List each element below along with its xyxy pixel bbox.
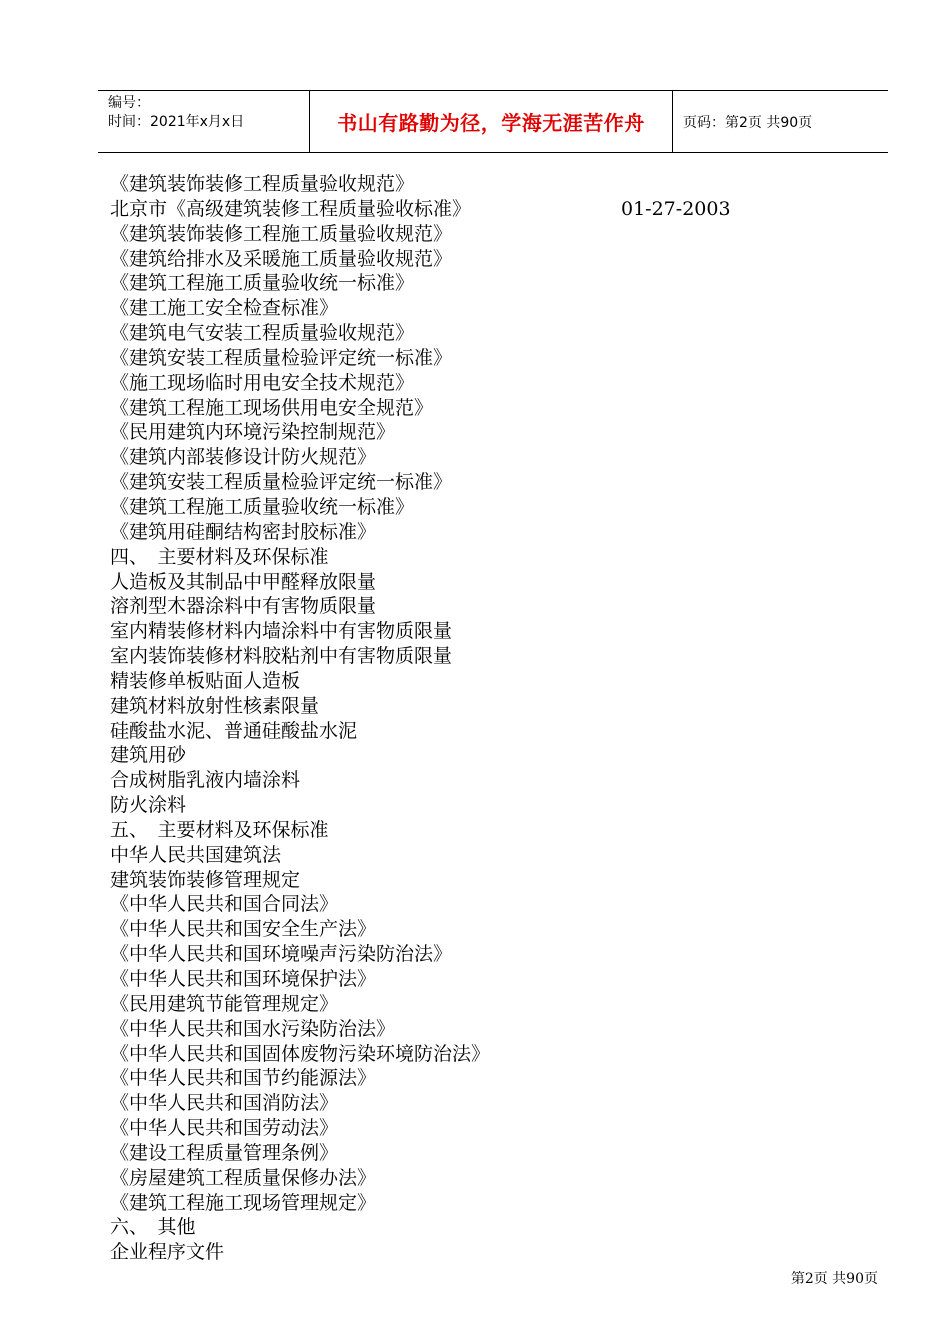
line-text: 《中华人民共和国环境噪声污染防治法》 [110, 943, 453, 966]
document-time: 时间：2021年x月x日 [108, 114, 245, 130]
line-text: 《建筑工程施工现场供用电安全规范》 [110, 396, 434, 419]
document-line [110, 470, 850, 495]
line-text: 《房屋建筑工程质量保修办法》 [110, 1166, 377, 1189]
line-text: 《建筑装饰装修工程质量验收规范》 [110, 173, 415, 195]
document-line [110, 743, 850, 768]
document-line [110, 321, 850, 346]
line-text: 硅酸盐水泥、普通硅酸盐水泥 [110, 719, 358, 742]
line-text: 《中华人民共和国水污染防治法》 [110, 1017, 396, 1040]
line-text: 《建筑装饰装修工程施工质量验收规范》 [110, 222, 453, 245]
document-line [110, 1017, 850, 1042]
document-line [110, 818, 850, 843]
document-line [110, 1215, 850, 1240]
document-line [110, 545, 850, 570]
document-line [110, 570, 850, 595]
line-text: 《中华人民共和国固体废物污染环境防治法》 [110, 1042, 491, 1065]
line-text: 《建筑内部装修设计防火规范》 [110, 446, 377, 469]
document-line [110, 992, 850, 1017]
document-line [110, 1191, 850, 1216]
document-line [110, 768, 850, 793]
document-line [110, 619, 850, 644]
document-line [110, 222, 850, 247]
line-text: 《中华人民共和国节约能源法》 [110, 1067, 377, 1090]
document-line [110, 197, 850, 222]
line-text: 《建筑安装工程质量检验评定统一标准》 [110, 346, 453, 369]
document-line [110, 520, 850, 545]
line-text: 《民用建筑内环境污染控制规范》 [110, 421, 396, 444]
document-line [110, 694, 850, 719]
document-line [110, 917, 850, 942]
document-line [110, 644, 850, 669]
line-text: 《建筑工程施工质量验收统一标准》 [110, 495, 415, 518]
line-text: 《建筑用硅酮结构密封胶标准》 [110, 520, 377, 543]
document-line [110, 445, 850, 470]
line-text: 合成树脂乳液内墙涂料 [110, 769, 301, 792]
document-line [110, 271, 850, 296]
line-text: 北京市《高级建筑装修工程质量验收标准》 [110, 197, 472, 220]
line-text: 六、 其他 [110, 1216, 196, 1239]
line-text: 《民用建筑节能管理规定》 [110, 992, 339, 1015]
line-text: 《施工现场临时用电安全技术规范》 [110, 371, 415, 394]
line-text: 《建筑工程施工现场管理规定》 [110, 1191, 377, 1214]
header-motto: 书山有路勤为径，学海无涯苦作舟 [337, 111, 645, 135]
line-text: 中华人民共国建筑法 [110, 843, 282, 866]
line-text: 建筑用砂 [110, 744, 187, 767]
document-line [110, 594, 850, 619]
line-text: 建筑装饰装修管理规定 [110, 868, 301, 891]
document-line [110, 942, 850, 967]
line-text: 《中华人民共和国合同法》 [110, 893, 339, 916]
page-footer: 第2页 共90页 [790, 1271, 878, 1287]
document-line [110, 1042, 850, 1067]
document-line [110, 1166, 850, 1191]
document-line [110, 1141, 850, 1166]
document-line [110, 296, 850, 321]
line-text: 五、 主要材料及环保标准 [110, 818, 329, 841]
document-line [110, 346, 850, 371]
document-line [110, 1240, 850, 1265]
document-line [110, 371, 850, 396]
line-text: 人造板及其制品中甲醛释放限量 [110, 570, 377, 593]
document-line [110, 719, 850, 744]
line-text: 《建设工程质量管理条例》 [110, 1141, 339, 1164]
header-meta [98, 91, 310, 152]
document-line [110, 843, 850, 868]
document-line [110, 396, 850, 421]
line-text: 企业程序文件 [110, 1241, 225, 1264]
line-text: 室内精装修材料内墙涂料中有害物质限量 [110, 620, 453, 643]
document-line [110, 247, 850, 272]
line-text: 精装修单板贴面人造板 [110, 669, 301, 692]
document-line [110, 420, 850, 445]
document-line [110, 172, 850, 197]
line-text: 《建工施工安全检查标准》 [110, 297, 339, 320]
line-text: 《中华人民共和国消防法》 [110, 1092, 339, 1115]
line-text: 《建筑工程施工质量验收统一标准》 [110, 272, 415, 295]
line-date: 01-27-2003 [621, 197, 731, 220]
line-text: 《中华人民共和国环境保护法》 [110, 968, 377, 990]
line-text: 四、 主要材料及环保标准 [110, 545, 329, 568]
document-number-label: 编号： [108, 95, 150, 111]
line-text: 《建筑电气安装工程质量验收规范》 [110, 322, 415, 345]
line-text: 《中华人民共和国安全生产法》 [110, 918, 377, 941]
document-line [110, 495, 850, 520]
header-page-info: 页码：第2页 共90页 [683, 114, 813, 131]
line-text: 《建筑安装工程质量检验评定统一标准》 [110, 471, 453, 494]
line-text: 溶剂型木器涂料中有害物质限量 [110, 595, 377, 618]
document-line [110, 1066, 850, 1091]
line-text: 室内装饰装修材料胶粘剂中有害物质限量 [110, 645, 453, 668]
document-line [110, 793, 850, 818]
page-header [98, 90, 888, 153]
document-line [110, 669, 850, 694]
document-line [110, 967, 850, 992]
line-text: 《中华人民共和国劳动法》 [110, 1117, 339, 1140]
line-text: 防火涂料 [110, 794, 187, 817]
line-text: 建筑材料放射性核素限量 [110, 694, 320, 717]
header-motto-cell [310, 91, 673, 152]
document-line [110, 1091, 850, 1116]
document-line [110, 892, 850, 917]
document-line [110, 1116, 850, 1141]
document-line [110, 868, 850, 893]
document-body [110, 172, 850, 1265]
line-text: 《建筑给排水及采暖施工质量验收规范》 [110, 247, 453, 270]
